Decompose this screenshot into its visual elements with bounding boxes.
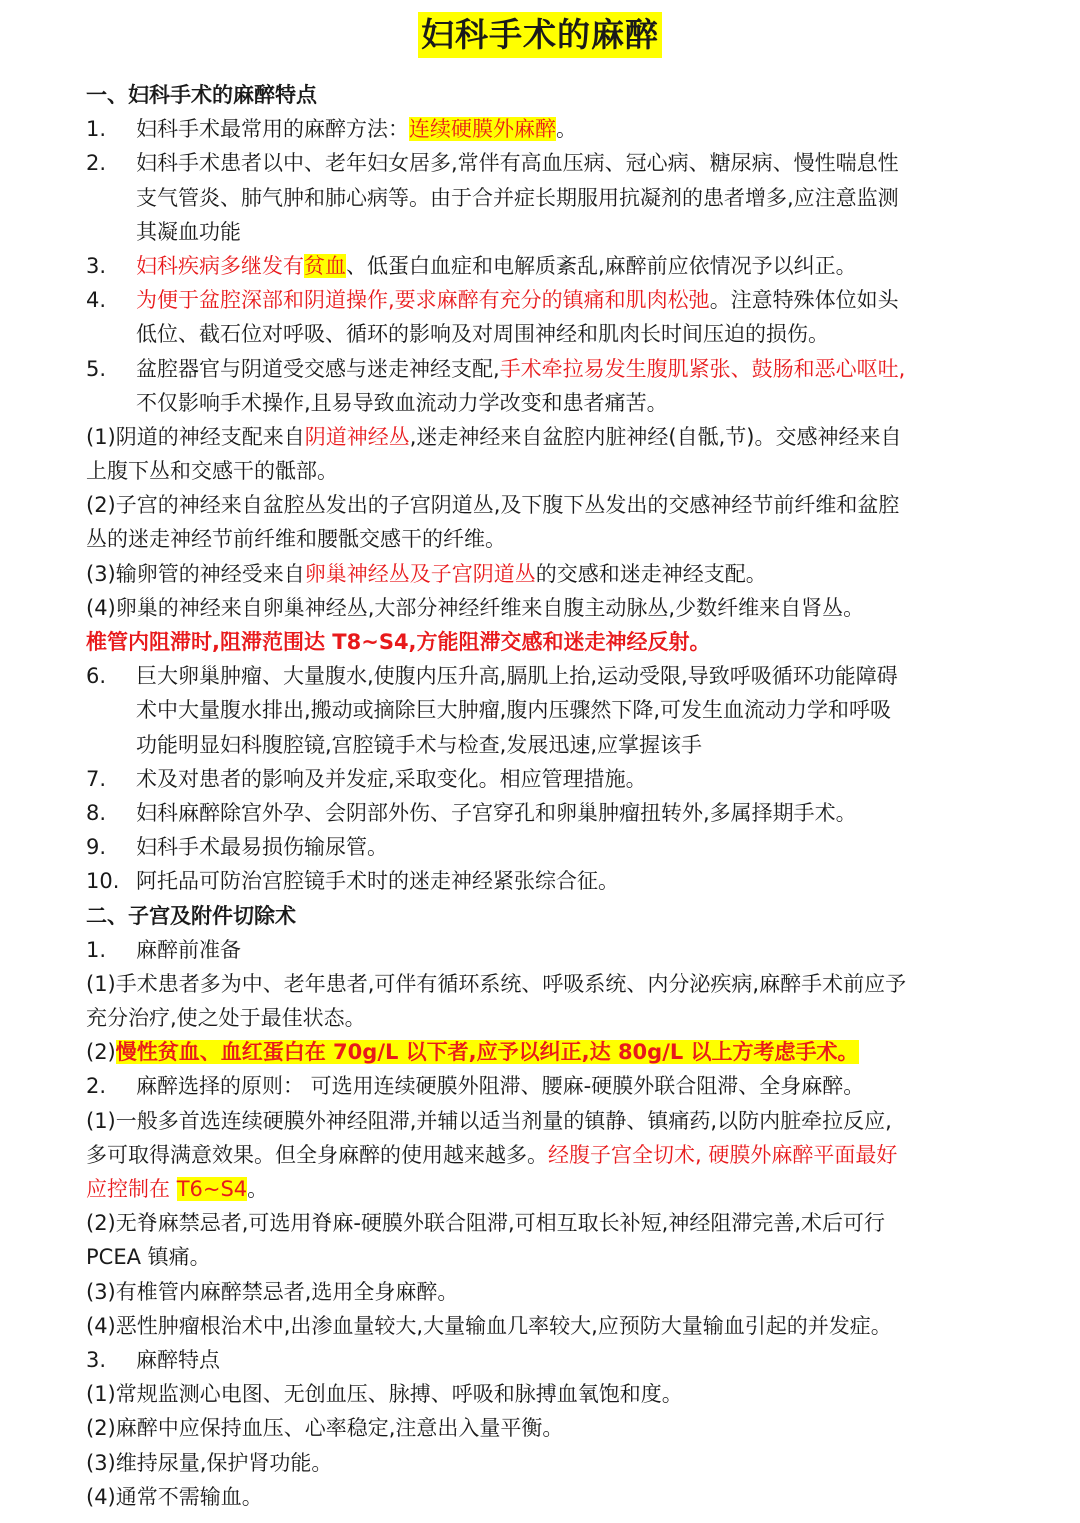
text-line: [86, 181, 1010, 215]
list-number: 5.: [86, 356, 107, 381]
text-segment: 。: [247, 1177, 269, 1201]
text-segment: (3)有椎管内麻醉禁忌者,选用全身麻醉。: [86, 1279, 459, 1304]
text-segment: 丛的迷走神经节前纤维和腰骶交感干的纤维。: [86, 527, 506, 552]
text-line: [86, 1377, 1010, 1411]
text-line: [86, 1275, 1010, 1309]
text-line: [86, 1104, 1010, 1138]
text-line: [86, 386, 1010, 420]
page-title: 妇科手术的麻醉: [418, 12, 662, 58]
highlighted-text: 手术牵拉易发生腹肌紧张、鼓肠和恶心呕吐,: [499, 356, 906, 381]
text-segment: (1)常规监测心电图、无创血压、脉搏、呼吸和脉搏血氧饱和度。: [86, 1382, 683, 1407]
text-segment: 盆腔器官与阴道受交感与迷走神经支配,: [136, 356, 500, 381]
list-number: 2.: [86, 1074, 107, 1099]
text-line: [86, 352, 1010, 386]
list-number: 7.: [86, 766, 107, 791]
text-segment: (2)无脊麻禁忌者,可选用脊麻-硬膜外联合阻滞,可相互取长补短,神经阻滞完善,术后可行: [86, 1211, 886, 1236]
text-segment: 妇科手术最常用的麻醉方法：: [136, 117, 409, 142]
highlighted-text: 阴道神经丛: [304, 424, 410, 449]
text-line: [86, 283, 1010, 317]
text-segment: (4)卵巢的神经来自卵巢神经丛,大部分神经纤维来自腹主动脉丛,少数纤维来自肾丛。: [86, 595, 865, 620]
section-heading: [86, 78, 1010, 112]
text-segment: 妇科手术患者以中、老年妇女居多,常伴有高血压病、冠心病、糖尿病、慢性喘息性: [136, 151, 899, 176]
text-line: [86, 488, 1010, 522]
text-line: [86, 591, 1010, 625]
list-number: 3.: [86, 1347, 107, 1372]
text-segment: 阿托品可防治宫腔镜手术时的迷走神经紧张综合征。: [136, 869, 619, 894]
text-segment: PCEA 镇痛。: [86, 1245, 211, 1270]
text-line: [86, 317, 1010, 351]
text-segment: (1)手术患者多为中、老年患者,可伴有循环系统、呼吸系统、内分泌疾病,麻醉手术前应予: [86, 971, 907, 996]
text-segment: (4)恶性肿瘤根治术中,出渗血量较大,大量输血几率较大,应预防大量输血引起的并发症。: [86, 1313, 892, 1338]
highlighted-text: T6~S4: [176, 1177, 248, 1201]
list-number: 6.: [86, 664, 107, 689]
text-segment: 二、子宫及附件切除术: [86, 903, 296, 928]
text-segment: ,迷走神经来自盆腔内脏神经(自骶,节)。交感神经来自: [409, 424, 902, 449]
highlighted-text: 椎管内阻滞时,阻滞范围达 T8~S4,方能阻滞交感和迷走神经反射。: [86, 630, 711, 654]
text-segment: (3)输卵管的神经受来自: [86, 561, 305, 586]
text-line: [86, 1240, 1010, 1274]
text-segment: 充分治疗,使之处于最佳状态。: [86, 1006, 366, 1031]
text-segment: 。注意特殊体位如头: [709, 288, 899, 313]
text-line: [86, 454, 1010, 488]
text-segment: (4)通常不需输血。: [86, 1484, 263, 1509]
document-body: [0, 62, 1080, 1514]
text-line: [86, 420, 1010, 454]
text-line: [86, 933, 1010, 967]
text-line: [86, 112, 1010, 146]
text-segment: (1)一般多首选连续硬膜外神经阻滞,并辅以适当剂量的镇静、镇痛药,以防内脏牵拉反应,: [86, 1108, 892, 1133]
text-segment: (2): [86, 1040, 116, 1065]
text-line: [86, 1172, 1010, 1206]
text-segment: 术及对患者的影响及并发症,采取变化。相应管理措施。: [136, 766, 647, 791]
text-line: [86, 215, 1010, 249]
text-segment: 支气管炎、肺气肿和肺心病等。由于合并症长期服用抗凝剂的患者增多,应注意监测: [136, 185, 899, 210]
text-segment: 。: [556, 117, 577, 142]
text-segment: 不仅影响手术操作,且易导致血流动力学改变和患者痛苦。: [136, 390, 668, 415]
text-line: [86, 762, 1010, 796]
text-line: [86, 625, 1010, 659]
text-segment: 低位、截石位对呼吸、循环的影响及对周围神经和肌肉长时间压迫的损伤。: [136, 322, 829, 347]
text-segment: (3)维持尿量,保护肾功能。: [86, 1450, 333, 1475]
text-segment: 、低蛋白血症和电解质紊乱,麻醉前应依情况予以纠正。: [346, 253, 857, 278]
highlighted-text: 经腹子宫全切术, 硬膜外麻醉平面最好: [548, 1142, 898, 1167]
text-line: [86, 967, 1010, 1001]
text-segment: 术中大量腹水排出,搬动或摘除巨大肿瘤,腹内压骤然下降,可发生血流动力学和呼吸: [136, 698, 892, 723]
text-line: [86, 1446, 1010, 1480]
highlighted-text: 连续硬膜外麻醉: [409, 117, 556, 142]
list-number: 9.: [86, 835, 107, 860]
text-line: [86, 1035, 1010, 1069]
text-segment: 麻醉选择的原则： 可选用连续硬膜外阻滞、腰麻-硬膜外联合阻滞、全身麻醉。: [136, 1074, 865, 1099]
text-line: [86, 146, 1010, 180]
section-heading: [86, 899, 1010, 933]
text-segment: 一、妇科手术的麻醉特点: [86, 83, 317, 107]
text-line: [86, 1138, 1010, 1172]
highlighted-text: 慢性贫血、血红蛋白在 70g/L 以下者,应予以纠正,达 80g/L 以上方考虑手术。: [115, 1040, 859, 1065]
highlighted-text: 卵巢神经丛及子宫阴道丛: [304, 561, 536, 586]
text-line: [86, 1480, 1010, 1514]
text-segment: 麻醉特点: [136, 1347, 220, 1372]
text-segment: 其凝血功能: [136, 219, 241, 244]
highlighted-text: 妇科疾病多继发有: [136, 253, 304, 278]
text-line: [86, 1069, 1010, 1103]
text-segment: 的交感和迷走神经支配。: [535, 561, 767, 586]
text-segment: (1)阴道的神经支配来自: [86, 424, 305, 449]
highlighted-text: 应控制在: [86, 1177, 177, 1201]
text-segment: (2)子宫的神经来自盆腔丛发出的子宫阴道丛,及下腹下丛发出的交感神经节前纤维和盆腔: [86, 493, 900, 518]
text-line: [86, 1309, 1010, 1343]
text-line: [86, 693, 1010, 727]
text-line: [86, 830, 1010, 864]
text-segment: (2)麻醉中应保持血压、心率稳定,注意出入量平衡。: [86, 1416, 564, 1441]
list-number: 1.: [86, 937, 107, 962]
text-line: [86, 864, 1010, 898]
text-line: [86, 557, 1010, 591]
text-line: [86, 249, 1010, 283]
list-number: 8.: [86, 800, 107, 825]
list-number: 10.: [86, 869, 120, 894]
text-line: [86, 796, 1010, 830]
list-number: 4.: [86, 288, 107, 313]
title-area: [0, 0, 1080, 62]
text-line: [86, 1411, 1010, 1445]
text-line: [86, 522, 1010, 556]
text-segment: 上腹下丛和交感干的骶部。: [86, 459, 338, 484]
text-line: [86, 659, 1010, 693]
text-line: [86, 1001, 1010, 1035]
text-line: [86, 728, 1010, 762]
text-segment: 妇科手术最易损伤输尿管。: [136, 835, 388, 860]
highlighted-text: 贫血: [304, 253, 346, 278]
list-number: 2.: [86, 151, 107, 176]
text-segment: 多可取得满意效果。但全身麻醉的使用越来越多。: [86, 1142, 548, 1167]
list-number: 3.: [86, 253, 107, 278]
text-segment: 妇科麻醉除宫外孕、会阴部外伤、子宫穿孔和卵巢肿瘤扭转外,多属择期手术。: [136, 800, 857, 825]
text-segment: 巨大卵巢肿瘤、大量腹水,使腹内压升高,膈肌上抬,运动受限,导致呼吸循环功能障碍: [136, 664, 898, 689]
text-line: [86, 1343, 1010, 1377]
highlighted-text: 为便于盆腔深部和阴道操作,要求麻醉有充分的镇痛和肌肉松弛: [136, 288, 710, 313]
text-segment: 麻醉前准备: [136, 937, 241, 962]
list-number: 1.: [86, 117, 107, 142]
text-segment: 功能明显妇科腹腔镜,宫腔镜手术与检查,发展迅速,应掌握该手: [136, 732, 703, 757]
text-line: [86, 1206, 1010, 1240]
